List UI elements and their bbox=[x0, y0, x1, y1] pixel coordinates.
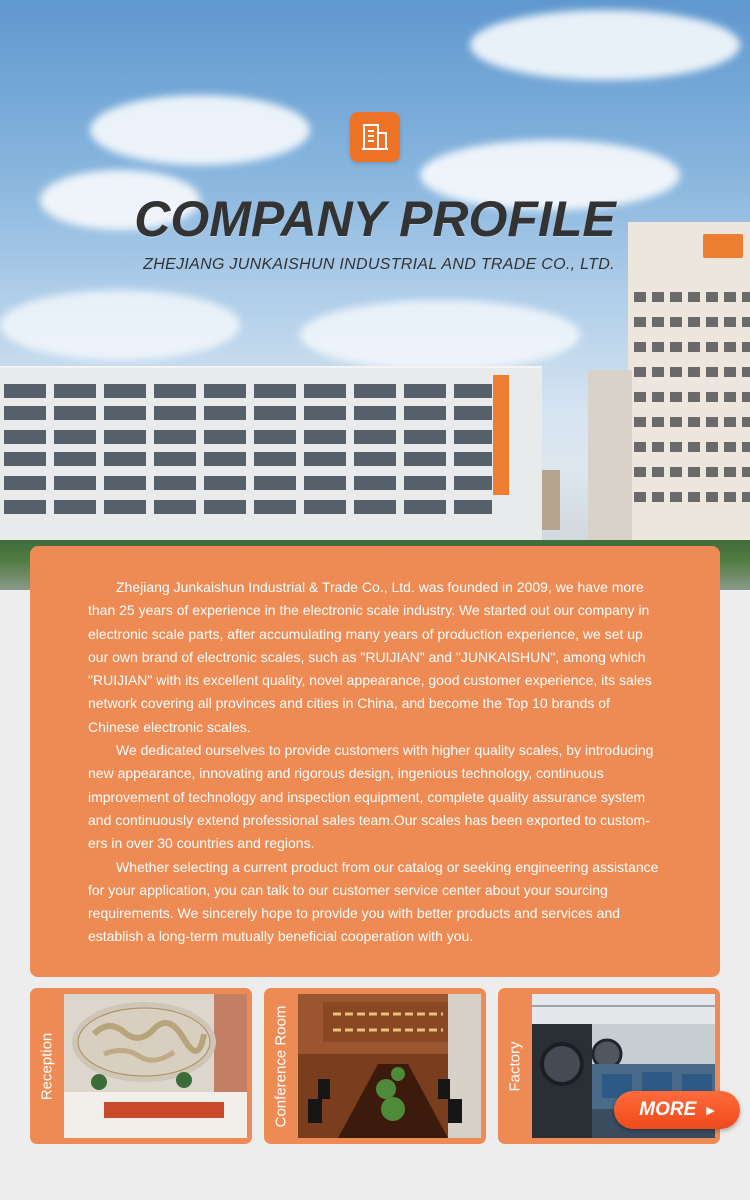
profile-paragraph: We dedicated ourselves to provide customers with higher quality scales, by introducing new appearance, innovating and rigorous design, ingenious technology, continuous improvement of technology and inspection equipment, complete quality assurance system and continuously extend professional sales team.Our scales has been exported to custom-ers in over 30 countries and regions. bbox=[88, 742, 654, 852]
gallery-label: Factory bbox=[506, 1040, 524, 1092]
page-title: COMPANY PROFILE bbox=[134, 191, 616, 247]
cloud bbox=[90, 95, 310, 165]
company-profile-text bbox=[30, 546, 720, 977]
hero-banner bbox=[0, 0, 750, 590]
factory-building bbox=[0, 366, 542, 546]
more-button-label: MORE bbox=[639, 1099, 697, 1120]
gallery-label: Reception bbox=[38, 1032, 56, 1100]
profile-paragraph: Whether selecting a current product from our catalog or seeking engineering assistance for your application, you can talk to our customer service center about your sourcing requirements. We sincerely hope to provide you with better products and services and establish a long-term mutually beneficial cooperation with you. bbox=[88, 858, 659, 945]
building-icon bbox=[350, 112, 400, 162]
conference-room-photo bbox=[298, 994, 481, 1138]
gallery-label: Conference Room bbox=[272, 1005, 290, 1127]
reception-photo bbox=[64, 994, 247, 1138]
company-name: ZHEJIANG JUNKAISHUN INDUSTRIAL AND TRADE CO., LTD. bbox=[143, 256, 615, 273]
side-building bbox=[588, 370, 632, 540]
building-sign bbox=[493, 375, 509, 495]
cloud bbox=[470, 10, 740, 80]
gallery-card-reception[interactable] bbox=[30, 988, 252, 1144]
gallery-card-conference-room[interactable] bbox=[264, 988, 486, 1144]
play-arrow-icon: ▶ bbox=[706, 1104, 715, 1117]
profile-paragraph: Zhejiang Junkaishun Industrial & Trade Co., Ltd. was founded in 2009, we have more than 25 years of experience in the electronic scale industry. We started out our company in electronic scale parts, after accumulating many years of production experience, we set up our own brand of electronic scales, such as "RUIJIAN" and "JUNKAISHUN", among which "RUIJIAN" with its excellent quality, novel appearance, good customer experience, its sales network covering all provinces and cities in China, and become the Top 10 brands of Chinese electronic scales. bbox=[88, 579, 652, 735]
cloud bbox=[300, 300, 580, 370]
more-button[interactable] bbox=[614, 1091, 740, 1129]
cloud bbox=[0, 290, 240, 360]
